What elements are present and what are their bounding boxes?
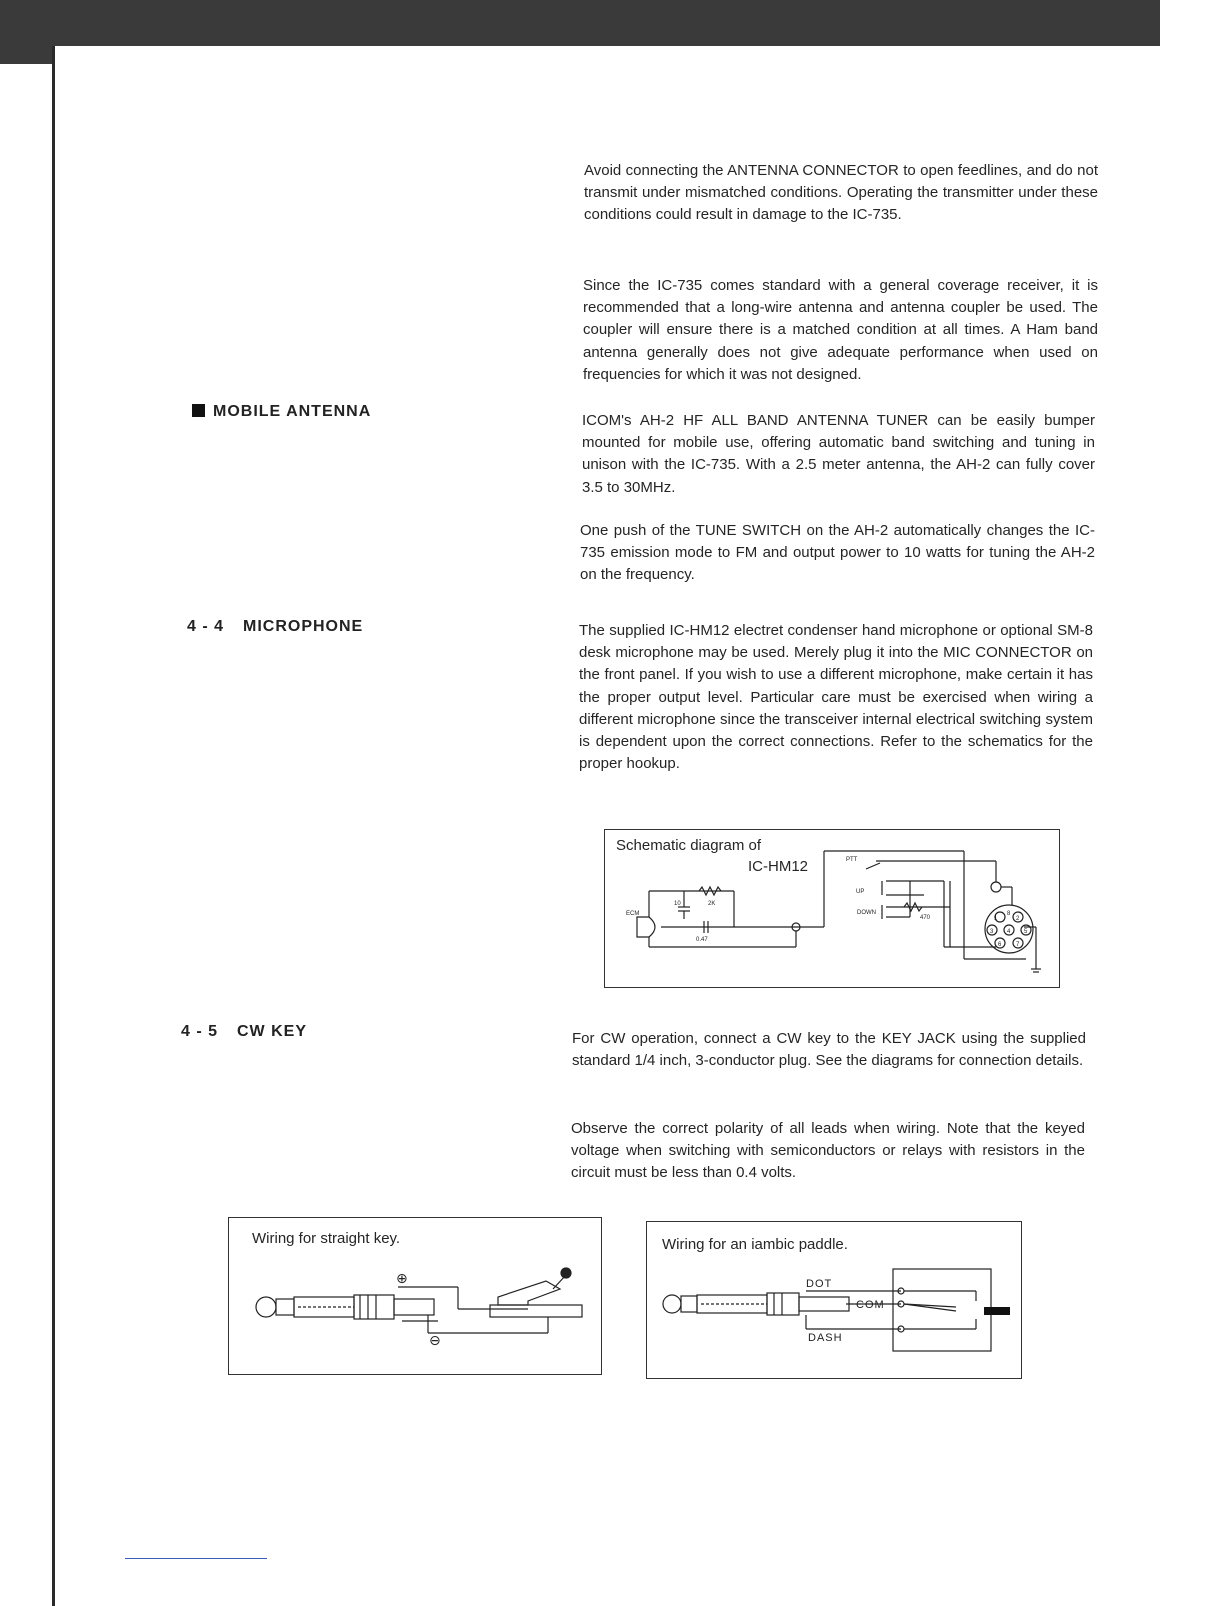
pin-label: 5 [1024,929,1028,935]
plug-tip-icon [663,1295,681,1313]
heading-cw-key [181,1023,307,1041]
scan-corner [1160,0,1224,66]
heading-cw-key-label: CW KEY [237,1023,307,1040]
paragraph-antenna-warning: Avoid connecting the ANTENNA CONNECTOR to open feedlines, and do not transmit under mismatched conditions. Operating the transmitter under these conditions could result in damage to the IC-735. [584,162,1098,224]
straight-key-caption: Wiring for straight key. [252,1230,401,1247]
plug-tip-icon [256,1297,276,1317]
heading-microphone [187,618,363,636]
dash-label: DASH [808,1332,843,1344]
pin-label: 4 [1007,929,1011,935]
c047-label: 0.47 [696,937,708,943]
schematic-model: IC-HM12 [748,858,809,875]
straight-key-diagram [228,1217,600,1373]
paragraph-polarity: Observe the correct polarity of all leads when wiring. Note that the keyed voltage when switching with semiconductors or relays with resistors in the circuit must be less than 0.4 volts. [571,1120,1085,1182]
r470-label: 470 [920,915,931,921]
heading-mobile-antenna [192,403,371,421]
pin-label: 8 [1007,911,1011,917]
pin-label: 7 [1016,942,1020,948]
paragraph-tune-switch: One push of the TUNE SWITCH on the AH-2 automatically changes the IC-735 emission mode to FM and output power to 10 watts for tuning the AH-2 on the frequency. [580,522,1095,584]
minus-terminal-icon: ⊖ [429,1333,441,1349]
pin-label: 2 [1016,916,1020,922]
pin-label: 1 [994,916,998,922]
heading-microphone-label: MICROPHONE [243,618,364,635]
section-number-4-5: 4 - 5 [181,1023,219,1040]
com-label: COM [856,1299,885,1311]
dot-label: DOT [806,1278,833,1290]
paragraph-ah2-tuner: ICOM's AH-2 HF ALL BAND ANTENNA TUNER can be easily bumper mounted for mobile use, offering automatic band switching and tuning in unison with the IC-735. With a 2.5 meter antenna, the AH-2 can fully cover 3.5 to 30MHz. [582,412,1095,496]
r2k-label: 2K [708,901,716,907]
down-label: DOWN [857,910,876,916]
schematic-caption: Schematic diagram of [616,837,762,854]
iambic-paddle-caption: Wiring for an iambic paddle. [662,1236,848,1253]
heading-mobile-antenna-label: MOBILE ANTENNA [213,403,372,420]
paragraph-cw-operation: For CW operation, connect a CW key to the KEY JACK using the supplied standard 1/4 inch, 3-conductor plug. See the diagrams for connection details. [572,1030,1086,1070]
up-label: UP [856,889,865,895]
paragraph-general-coverage: Since the IC-735 comes standard with a general coverage receiver, it is recommended that a long-wire antenna and antenna coupler be used. The coupler will ensure there is a matched condition at all times. A Ham band antenna generally does not give adequate performance when used on frequencies for which it was not designed. [583,277,1098,383]
pin-label: 6 [998,942,1002,948]
ptt-label: PTT [846,857,858,863]
pin-label: 3 [990,929,994,935]
square-bullet-icon [192,404,205,417]
ic-hm12-schematic [604,829,1058,986]
ecm-capsule [637,917,655,937]
c10-label: 10 [674,901,681,907]
paddle-icon [984,1307,1010,1315]
bottom-rule [125,1558,267,1559]
iambic-paddle-diagram [646,1221,1020,1377]
section-number-4-4: 4 - 4 [187,618,225,635]
ecm-label: ECM [626,911,640,917]
plus-terminal-icon: ⊕ [396,1271,408,1287]
paragraph-microphone: The supplied IC-HM12 electret condenser hand microphone or optional SM-8 desk microphone may be used. Merely plug it into the MIC CONNECTOR on the front panel. If you wish to use a different microphone, make certain it has the proper output level. Particular care must be exercised when wiring a different microphone since the transceiver internal electrical switching system is dependent upon the correct connections. Refer to the schematics for the proper hookup. [579,622,1093,773]
